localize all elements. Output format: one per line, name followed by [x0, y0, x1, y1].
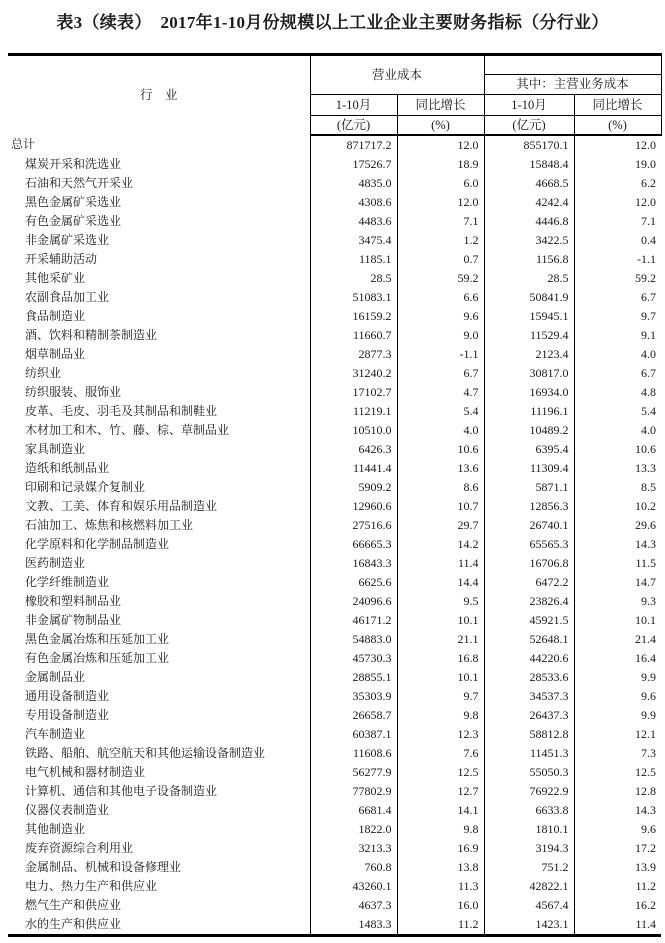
main-cost-growth: 4.0 — [641, 422, 657, 437]
main-cost-growth: 17.2 — [635, 840, 657, 855]
table-body — [8, 135, 661, 936]
operating-cost-amount: 66665.3 — [310, 535, 397, 554]
industry-name: 非金属矿物制品业 — [8, 611, 310, 630]
main-cost-growth: 10.1 — [635, 612, 657, 627]
main-cost-growth: 5.4 — [641, 403, 657, 418]
operating-cost-amount: 51083.1 — [310, 288, 397, 307]
table-row — [8, 630, 661, 649]
col-header-unit-amount-2: (亿元) — [484, 116, 574, 135]
main-cost-growth: 9.7 — [641, 308, 657, 323]
operating-cost-growth: -1.1 — [397, 345, 484, 364]
col-header-main-business-cost: 其中：主营业务成本 — [484, 75, 661, 95]
industry-name: 皮革、毛皮、羽毛及其制品和制鞋业 — [8, 402, 310, 421]
main-cost-growth: 10.6 — [635, 441, 657, 456]
table-row — [8, 649, 661, 668]
main-cost-growth: -1.1 — [637, 251, 657, 266]
main-cost-growth: 0.4 — [641, 232, 657, 247]
operating-cost-growth: 13.8 — [397, 858, 484, 877]
operating-cost-amount: 6625.6 — [310, 573, 397, 592]
industry-name: 汽车制造业 — [8, 725, 310, 744]
operating-cost-growth: 10.1 — [397, 668, 484, 687]
col-header-growth-1: 同比增长 — [397, 95, 484, 116]
main-cost-amount: 28.5 — [484, 269, 574, 288]
main-cost-growth: 14.3 — [635, 802, 657, 817]
main-cost-growth: 10.2 — [635, 498, 657, 513]
table-row — [8, 459, 661, 478]
main-cost-amount: 44220.6 — [484, 649, 574, 668]
operating-cost-amount: 760.8 — [310, 858, 397, 877]
operating-cost-amount: 26658.7 — [310, 706, 397, 725]
table-row — [8, 288, 661, 307]
main-cost-growth: 13.9 — [635, 859, 657, 874]
main-cost-growth: 12.5 — [635, 764, 657, 779]
main-cost-amount: 34537.3 — [484, 687, 574, 706]
main-cost-growth: 9.3 — [641, 593, 657, 608]
main-cost-growth: 12.8 — [635, 783, 657, 798]
operating-cost-growth: 7.1 — [397, 212, 484, 231]
main-cost-growth: 7.1 — [641, 213, 657, 228]
operating-cost-amount: 56277.9 — [310, 763, 397, 782]
main-cost-amount: 6633.8 — [484, 801, 574, 820]
main-cost-amount: 28533.6 — [484, 668, 574, 687]
operating-cost-growth: 21.1 — [397, 630, 484, 649]
operating-cost-growth: 9.6 — [397, 307, 484, 326]
main-cost-growth: 11.5 — [635, 555, 657, 570]
col-header-period-1: 1-10月 — [310, 95, 397, 116]
operating-cost-growth: 14.1 — [397, 801, 484, 820]
operating-cost-amount: 54883.0 — [310, 630, 397, 649]
main-cost-growth: 12.0 — [635, 137, 657, 152]
industry-name: 烟草制品业 — [8, 345, 310, 364]
operating-cost-amount: 16159.2 — [310, 307, 397, 326]
main-cost-growth: 4.0 — [641, 346, 657, 361]
operating-cost-amount: 28.5 — [310, 269, 397, 288]
operating-cost-amount: 4308.6 — [310, 193, 397, 212]
operating-cost-amount: 10510.0 — [310, 421, 397, 440]
col-header-unit-pct-1: (%) — [397, 116, 484, 135]
main-cost-growth: 59.2 — [635, 270, 657, 285]
table-row — [8, 307, 661, 326]
industry-name: 开采辅助活动 — [8, 250, 310, 269]
operating-cost-growth: 7.6 — [397, 744, 484, 763]
main-cost-growth: 11.2 — [635, 878, 657, 893]
industry-name: 有色金属矿采选业 — [8, 212, 310, 231]
operating-cost-amount: 1822.0 — [310, 820, 397, 839]
main-cost-growth: 19.0 — [635, 156, 657, 171]
main-cost-amount: 3422.5 — [484, 231, 574, 250]
main-cost-amount: 16934.0 — [484, 383, 574, 402]
operating-cost-amount: 60387.1 — [310, 725, 397, 744]
operating-cost-amount: 5909.2 — [310, 478, 397, 497]
operating-cost-growth: 12.7 — [397, 782, 484, 801]
main-cost-amount: 855170.1 — [484, 135, 574, 155]
main-cost-growth: 16.4 — [635, 650, 657, 665]
industry-name: 化学纤维制造业 — [8, 573, 310, 592]
table-row — [8, 820, 661, 839]
table-row — [8, 383, 661, 402]
main-cost-amount: 55050.3 — [484, 763, 574, 782]
operating-cost-amount: 24096.6 — [310, 592, 397, 611]
col-header-industry: 行 业 — [8, 55, 310, 135]
industry-name: 印刷和记录媒介复制业 — [8, 478, 310, 497]
main-cost-growth: 12.0 — [635, 194, 657, 209]
main-cost-amount: 11196.1 — [484, 402, 574, 421]
industry-name: 食品制造业 — [8, 307, 310, 326]
operating-cost-growth: 14.2 — [397, 535, 484, 554]
operating-cost-amount: 3475.4 — [310, 231, 397, 250]
main-cost-amount: 11451.3 — [484, 744, 574, 763]
industry-name: 通用设备制造业 — [8, 687, 310, 706]
col-header-period-2: 1-10月 — [484, 95, 574, 116]
operating-cost-amount: 11608.6 — [310, 744, 397, 763]
industry-name: 农副食品加工业 — [8, 288, 310, 307]
operating-cost-growth: 13.6 — [397, 459, 484, 478]
operating-cost-amount: 11660.7 — [310, 326, 397, 345]
table-row — [8, 801, 661, 820]
table-row — [8, 763, 661, 782]
main-cost-growth: 12.1 — [635, 726, 657, 741]
operating-cost-growth: 29.7 — [397, 516, 484, 535]
main-cost-amount: 11529.4 — [484, 326, 574, 345]
table-row — [8, 896, 661, 915]
table-row — [8, 231, 661, 250]
operating-cost-amount: 16843.3 — [310, 554, 397, 573]
operating-cost-growth: 10.1 — [397, 611, 484, 630]
industry-name: 纺织业 — [8, 364, 310, 383]
table-row — [8, 516, 661, 535]
main-cost-amount: 26437.3 — [484, 706, 574, 725]
operating-cost-growth: 4.0 — [397, 421, 484, 440]
operating-cost-amount: 28855.1 — [310, 668, 397, 687]
table-row — [8, 212, 661, 231]
operating-cost-amount: 17102.7 — [310, 383, 397, 402]
operating-cost-amount: 6681.4 — [310, 801, 397, 820]
table-row — [8, 440, 661, 459]
main-cost-growth: 29.6 — [635, 517, 657, 532]
operating-cost-growth: 9.8 — [397, 820, 484, 839]
main-cost-amount: 12856.3 — [484, 497, 574, 516]
main-cost-amount: 16706.8 — [484, 554, 574, 573]
table-row — [8, 725, 661, 744]
main-cost-growth: 16.2 — [635, 897, 657, 912]
operating-cost-amount: 4637.3 — [310, 896, 397, 915]
main-cost-amount: 50841.9 — [484, 288, 574, 307]
operating-cost-amount: 43260.1 — [310, 877, 397, 896]
industry-name: 仪器仪表制造业 — [8, 801, 310, 820]
main-cost-amount: 10489.2 — [484, 421, 574, 440]
table-row — [8, 155, 661, 174]
table-row — [8, 269, 661, 288]
operating-cost-growth: 6.7 — [397, 364, 484, 383]
operating-cost-amount: 31240.2 — [310, 364, 397, 383]
main-cost-amount: 4567.4 — [484, 896, 574, 915]
main-cost-amount: 6472.2 — [484, 573, 574, 592]
operating-cost-growth: 16.8 — [397, 649, 484, 668]
main-cost-amount: 11309.4 — [484, 459, 574, 478]
table-row — [8, 326, 661, 345]
industry-name: 石油加工、炼焦和核燃料加工业 — [8, 516, 310, 535]
main-cost-amount: 15945.1 — [484, 307, 574, 326]
industry-name: 非金属矿采选业 — [8, 231, 310, 250]
industry-name: 电力、热力生产和供应业 — [8, 877, 310, 896]
industry-name: 有色金属冶炼和压延加工业 — [8, 649, 310, 668]
main-cost-amount: 58812.8 — [484, 725, 574, 744]
operating-cost-amount: 1185.1 — [310, 250, 397, 269]
table-row — [8, 706, 661, 725]
industry-name: 总计 — [8, 135, 310, 155]
industry-name: 造纸和纸制品业 — [8, 459, 310, 478]
main-cost-amount: 1423.1 — [484, 915, 574, 936]
table-header — [8, 55, 661, 135]
main-cost-amount: 4668.5 — [484, 174, 574, 193]
operating-cost-growth: 14.4 — [397, 573, 484, 592]
operating-cost-growth: 12.0 — [397, 135, 484, 155]
industry-name: 木材加工和木、竹、藤、棕、草制品业 — [8, 421, 310, 440]
table-row — [8, 174, 661, 193]
table-row — [8, 858, 661, 877]
table-row — [8, 345, 661, 364]
main-cost-amount: 42822.1 — [484, 877, 574, 896]
main-cost-growth: 14.7 — [635, 574, 657, 589]
industry-name: 文教、工美、体育和娱乐用品制造业 — [8, 497, 310, 516]
table-row — [8, 421, 661, 440]
main-cost-growth: 6.7 — [641, 365, 657, 380]
operating-cost-growth: 59.2 — [397, 269, 484, 288]
operating-cost-growth: 10.7 — [397, 497, 484, 516]
industry-name: 水的生产和供应业 — [8, 915, 310, 936]
table-row — [8, 744, 661, 763]
table-row — [8, 668, 661, 687]
header-row-groups — [8, 55, 661, 75]
table-row — [8, 592, 661, 611]
operating-cost-growth: 6.6 — [397, 288, 484, 307]
table-row — [8, 782, 661, 801]
industry-name: 废弃资源综合利用业 — [8, 839, 310, 858]
operating-cost-amount: 871717.2 — [310, 135, 397, 155]
table-row — [8, 573, 661, 592]
main-cost-amount: 5871.1 — [484, 478, 574, 497]
main-cost-growth: 6.7 — [641, 289, 657, 304]
operating-cost-growth: 10.6 — [397, 440, 484, 459]
operating-cost-amount: 45730.3 — [310, 649, 397, 668]
main-cost-amount: 65565.3 — [484, 535, 574, 554]
operating-cost-growth: 12.3 — [397, 725, 484, 744]
industry-name: 专用设备制造业 — [8, 706, 310, 725]
header-empty-cell — [484, 55, 661, 75]
main-cost-amount: 15848.4 — [484, 155, 574, 174]
operating-cost-growth: 5.4 — [397, 402, 484, 421]
main-cost-growth: 9.6 — [641, 688, 657, 703]
operating-cost-growth: 11.4 — [397, 554, 484, 573]
operating-cost-amount: 3213.3 — [310, 839, 397, 858]
main-cost-growth: 4.8 — [641, 384, 657, 399]
operating-cost-amount: 12960.6 — [310, 497, 397, 516]
operating-cost-growth: 11.3 — [397, 877, 484, 896]
main-cost-growth: 9.9 — [641, 707, 657, 722]
industry-name: 金属制品、机械和设备修理业 — [8, 858, 310, 877]
main-cost-growth: 13.3 — [635, 460, 657, 475]
main-cost-amount: 2123.4 — [484, 345, 574, 364]
main-cost-growth: 6.2 — [641, 175, 657, 190]
operating-cost-growth: 9.5 — [397, 592, 484, 611]
operating-cost-amount: 27516.6 — [310, 516, 397, 535]
main-cost-amount: 4446.8 — [484, 212, 574, 231]
main-cost-amount: 4242.4 — [484, 193, 574, 212]
industry-name: 纺织服装、服饰业 — [8, 383, 310, 402]
operating-cost-amount: 11219.1 — [310, 402, 397, 421]
operating-cost-growth: 1.2 — [397, 231, 484, 250]
operating-cost-growth: 18.9 — [397, 155, 484, 174]
operating-cost-growth: 6.0 — [397, 174, 484, 193]
industry-name: 家具制造业 — [8, 440, 310, 459]
col-header-growth-2: 同比增长 — [574, 95, 661, 116]
col-header-operating-cost: 营业成本 — [310, 55, 484, 95]
main-cost-amount: 76922.9 — [484, 782, 574, 801]
main-cost-growth: 8.5 — [641, 479, 657, 494]
industry-name: 金属制品业 — [8, 668, 310, 687]
industry-name: 酒、饮料和精制茶制造业 — [8, 326, 310, 345]
col-header-unit-amount-1: (亿元) — [310, 116, 397, 135]
industry-name: 电气机械和器材制造业 — [8, 763, 310, 782]
operating-cost-amount: 4835.0 — [310, 174, 397, 193]
table-row — [8, 135, 661, 155]
industry-name: 石油和天然气开采业 — [8, 174, 310, 193]
table-row — [8, 611, 661, 630]
industry-name: 黑色金属冶炼和压延加工业 — [8, 630, 310, 649]
main-cost-growth: 21.4 — [635, 631, 657, 646]
main-cost-amount: 1156.8 — [484, 250, 574, 269]
main-cost-growth: 7.3 — [641, 745, 657, 760]
operating-cost-amount: 2877.3 — [310, 345, 397, 364]
industry-name: 其他采矿业 — [8, 269, 310, 288]
operating-cost-growth: 4.7 — [397, 383, 484, 402]
industry-name: 橡胶和塑料制品业 — [8, 592, 310, 611]
main-cost-growth: 11.4 — [635, 916, 657, 931]
main-cost-amount: 45921.5 — [484, 611, 574, 630]
main-cost-amount: 6395.4 — [484, 440, 574, 459]
operating-cost-growth: 9.0 — [397, 326, 484, 345]
table-row — [8, 497, 661, 516]
main-cost-growth: 9.6 — [641, 821, 657, 836]
operating-cost-growth: 8.6 — [397, 478, 484, 497]
table-row — [8, 193, 661, 212]
table-row — [8, 687, 661, 706]
industry-name: 其他制造业 — [8, 820, 310, 839]
main-cost-amount: 52648.1 — [484, 630, 574, 649]
main-cost-amount: 30817.0 — [484, 364, 574, 383]
industry-name: 煤炭开采和洗选业 — [8, 155, 310, 174]
table-row — [8, 839, 661, 858]
main-cost-amount: 23826.4 — [484, 592, 574, 611]
page-title: 表3（续表） 2017年1-10月份规模以上工业企业主要财务指标（分行业） — [56, 13, 609, 32]
operating-cost-growth: 16.9 — [397, 839, 484, 858]
industry-name: 燃气生产和供应业 — [8, 896, 310, 915]
table-row — [8, 478, 661, 497]
operating-cost-growth: 9.7 — [397, 687, 484, 706]
main-cost-amount: 3194.3 — [484, 839, 574, 858]
operating-cost-amount: 11441.4 — [310, 459, 397, 478]
col-header-unit-pct-2: (%) — [574, 116, 661, 135]
industry-name: 化学原料和化学制品制造业 — [8, 535, 310, 554]
operating-cost-growth: 9.8 — [397, 706, 484, 725]
operating-cost-amount: 1483.3 — [310, 915, 397, 936]
operating-cost-amount: 35303.9 — [310, 687, 397, 706]
operating-cost-growth: 0.7 — [397, 250, 484, 269]
table-row — [8, 364, 661, 383]
operating-cost-growth: 16.0 — [397, 896, 484, 915]
table-row — [8, 915, 661, 936]
operating-cost-amount: 17526.7 — [310, 155, 397, 174]
operating-cost-amount: 77802.9 — [310, 782, 397, 801]
operating-cost-amount: 46171.2 — [310, 611, 397, 630]
industry-name: 铁路、船舶、航空航天和其他运输设备制造业 — [8, 744, 310, 763]
table-row — [8, 402, 661, 421]
table-row — [8, 535, 661, 554]
financial-indicators-table — [8, 53, 662, 937]
main-cost-amount: 751.2 — [484, 858, 574, 877]
main-cost-growth: 9.1 — [641, 327, 657, 342]
main-cost-growth: 9.9 — [641, 669, 657, 684]
operating-cost-growth: 12.5 — [397, 763, 484, 782]
table-row — [8, 554, 661, 573]
table-row — [8, 877, 661, 896]
industry-name: 计算机、通信和其他电子设备制造业 — [8, 782, 310, 801]
operating-cost-growth: 12.0 — [397, 193, 484, 212]
operating-cost-amount: 4483.6 — [310, 212, 397, 231]
operating-cost-amount: 6426.3 — [310, 440, 397, 459]
main-cost-growth: 14.3 — [635, 536, 657, 551]
operating-cost-growth: 11.2 — [397, 915, 484, 936]
main-cost-amount: 1810.1 — [484, 820, 574, 839]
table-row — [8, 250, 661, 269]
main-cost-amount: 26740.1 — [484, 516, 574, 535]
industry-name: 黑色金属矿采选业 — [8, 193, 310, 212]
industry-name: 医药制造业 — [8, 554, 310, 573]
